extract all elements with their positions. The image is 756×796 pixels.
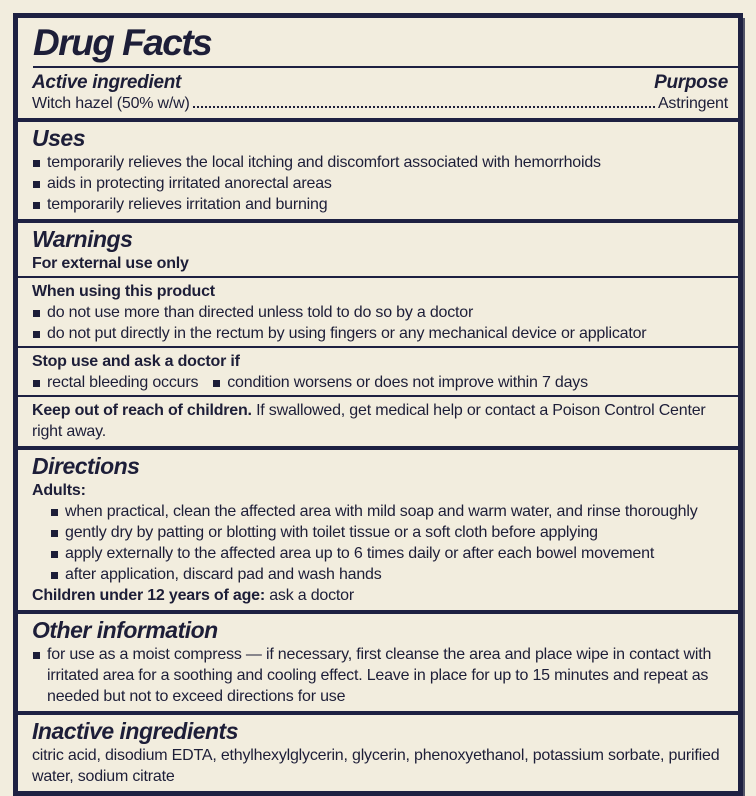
directions-heading: Directions — [32, 453, 140, 479]
ingredient-row — [32, 93, 728, 114]
bullet-text: temporarily relieves irritation and burning — [47, 196, 328, 213]
bullet-text: gently dry by patting or blotting with toilet tissue or a soft cloth before applying — [65, 524, 598, 541]
keep-out-of-reach-statement — [32, 400, 728, 442]
section-other-information — [18, 610, 738, 711]
keep-out-regular-text: If swallowed, get medical help or contact a Poison Control Center right away. — [32, 402, 706, 440]
title-divider — [33, 66, 738, 68]
section-uses — [18, 118, 738, 219]
dotted-leader — [193, 106, 655, 108]
bullet-square-icon — [33, 160, 40, 167]
bullet-square-icon — [213, 380, 220, 387]
bullet-text: after application, discard pad and wash hands — [65, 566, 382, 583]
warnings-heading: Warnings — [32, 226, 133, 252]
warnings-divider — [18, 395, 738, 397]
section-header — [18, 18, 738, 118]
bullet-square-icon — [33, 202, 40, 209]
list-item — [212, 372, 588, 393]
bullet-text: do not use more than directed unless told to do so by a doctor — [47, 304, 474, 321]
external-use-statement: For external use only — [32, 255, 189, 272]
bullet-text: condition worsens or does not improve within 7 days — [227, 374, 588, 391]
stop-use-heading: Stop use and ask a doctor if — [32, 353, 240, 370]
section-warnings — [18, 219, 738, 446]
bullet-square-icon — [51, 530, 58, 537]
children-statement — [32, 585, 728, 606]
when-using-heading: When using this product — [32, 283, 215, 300]
bullet-text: apply externally to the affected area up to 6 times daily or after each bowel movement — [65, 545, 655, 562]
list-item — [50, 522, 728, 543]
uses-heading: Uses — [32, 125, 85, 151]
active-ingredient-heading: Active ingredient — [32, 72, 182, 93]
bullet-square-icon — [33, 652, 40, 659]
section-directions — [18, 446, 738, 610]
list-item — [32, 644, 728, 707]
list-item — [50, 564, 728, 585]
bullet-text: when practical, clean the affected area with mild soap and warm water, and rinse thoroughly — [65, 503, 698, 520]
purpose-heading: Purpose — [654, 72, 728, 93]
list-item — [32, 302, 728, 323]
section-inactive-ingredients — [18, 711, 738, 791]
ingredient-purpose: Astringent — [657, 95, 728, 112]
list-item — [50, 543, 728, 564]
drug-facts-label — [13, 13, 743, 796]
other-information-heading: Other information — [32, 617, 218, 643]
active-ingredient-heading-row — [32, 72, 728, 93]
children-bold-text: Children under 12 years of age: — [32, 587, 265, 604]
inactive-ingredients-list: citric acid, disodium EDTA, ethylhexylglycerin, glycerin, phenoxyethanol, potassium sorbate, purified water, sodium citrate — [32, 747, 720, 785]
children-regular-text: ask a doctor — [269, 587, 354, 604]
inactive-ingredients-heading: Inactive ingredients — [32, 718, 239, 744]
stop-use-bullet-row — [32, 372, 728, 393]
directions-bullet-list — [50, 501, 728, 585]
bullet-square-icon — [51, 572, 58, 579]
bullet-text: do not put directly in the rectum by using fingers or any mechanical device or applicator — [47, 325, 647, 342]
bullet-square-icon — [51, 551, 58, 558]
adults-heading: Adults: — [32, 482, 86, 499]
list-item — [32, 372, 198, 393]
bullet-square-icon — [33, 310, 40, 317]
bullet-square-icon — [33, 331, 40, 338]
bullet-square-icon — [33, 380, 40, 387]
bullet-square-icon — [51, 509, 58, 516]
bullet-text: for use as a moist compress — if necessary, first cleanse the area and place wipe in contact with irritated area for a soothing and cooling effect. Leave in place for up to 15 minutes and repeat as needed but not to exceed directions for use — [47, 646, 712, 705]
warnings-divider — [18, 346, 738, 348]
list-item — [32, 194, 728, 215]
list-item — [32, 323, 728, 344]
list-item — [32, 173, 728, 194]
list-item — [32, 152, 728, 173]
keep-out-bold-text: Keep out of reach of children. — [32, 402, 252, 419]
bullet-square-icon — [33, 181, 40, 188]
bullet-text: aids in protecting irritated anorectal areas — [47, 175, 332, 192]
bullet-text: rectal bleeding occurs — [47, 374, 199, 391]
warnings-divider — [18, 276, 738, 278]
ingredient-name: Witch hazel (50% w/w) — [32, 95, 190, 112]
bullet-text: temporarily relieves the local itching and discomfort associated with hemorrhoids — [47, 154, 601, 171]
page-title: Drug Facts — [33, 22, 212, 63]
list-item — [50, 501, 728, 522]
